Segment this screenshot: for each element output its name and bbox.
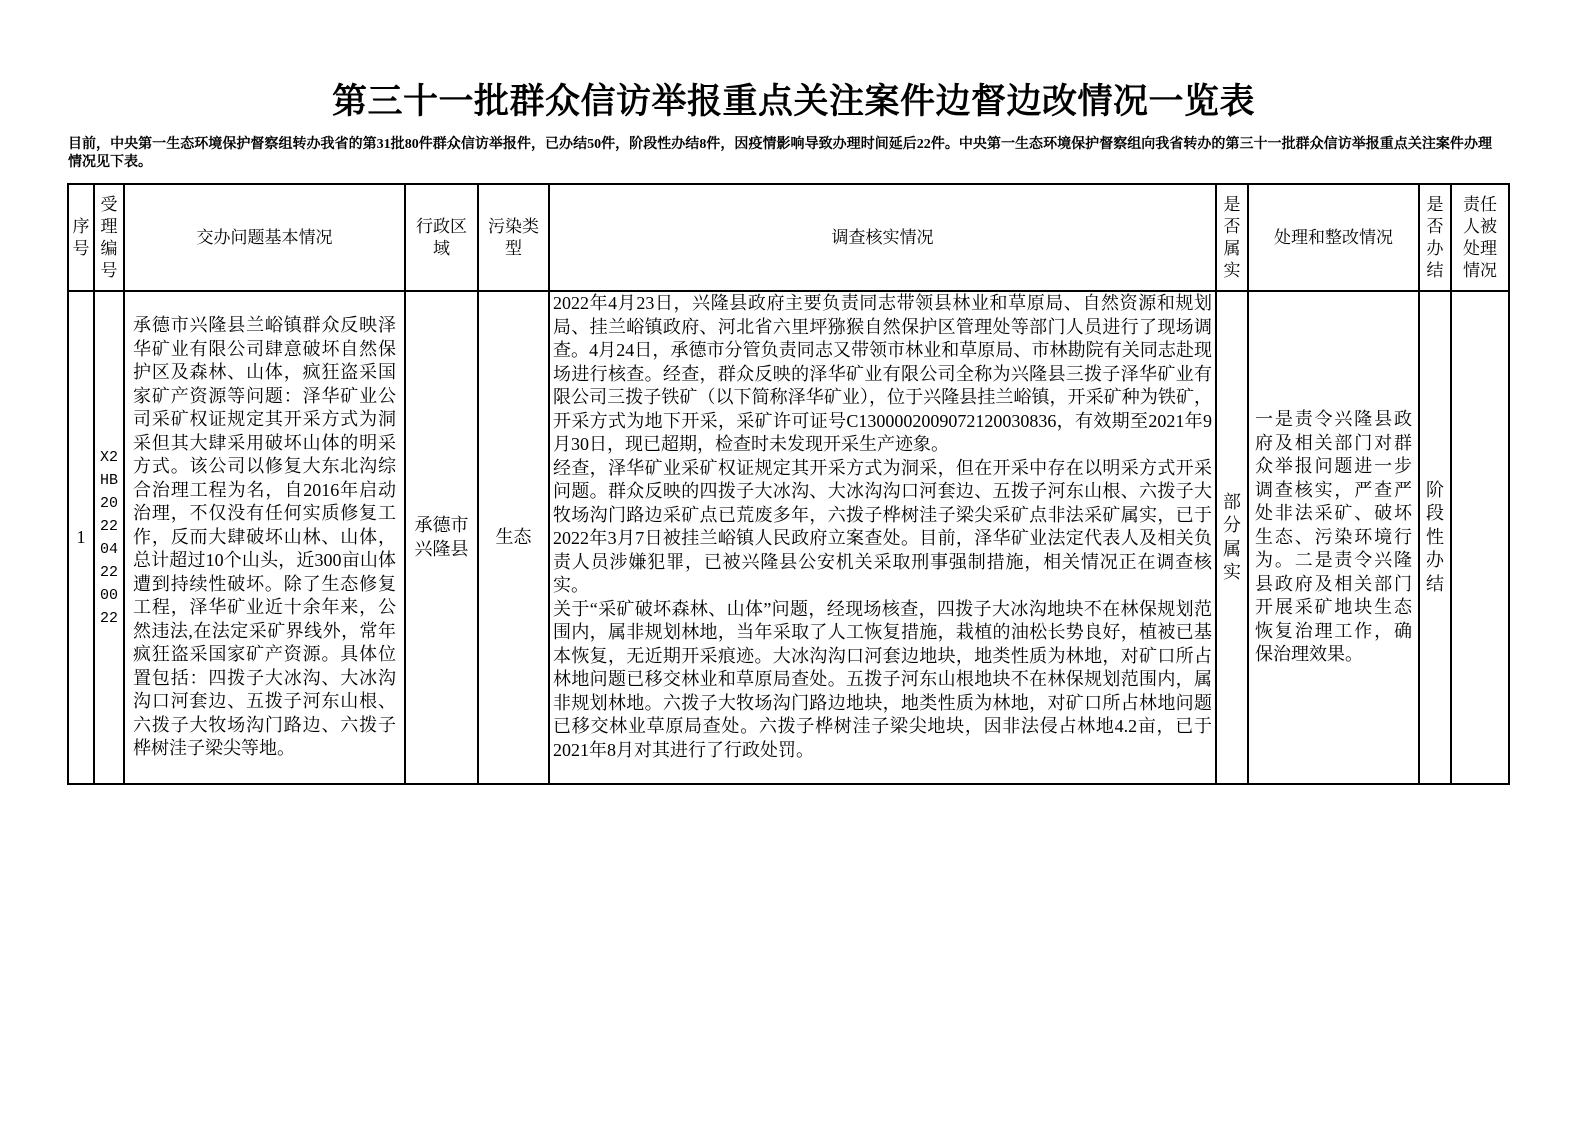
cell-handling: 一是责令兴隆县政府及相关部门对群众举报问题进一步调查核实，严查严处非法采矿、破坏生态、污染环境行为。二是责令兴隆县政府及相关部门开展采矿地块生态恢复治理工作，确保治理效果。 [1248,291,1419,784]
header-problem: 交办问题基本情况 [124,184,405,291]
cell-case-no: X2HB202204220022 [94,291,124,784]
investigation-paragraph-1: 2022年4月23日，兴隆县政府主要负责同志带领县林业和草原局、自然资源和规划局、挂兰峪镇政府、河北省六里坪猕猴自然保护区管理处等部门人员进行了现场调查。4月24日，承德市分管负责同志又带领市林业和草原局、市林勘院有关同志赴现场进行核查。经查，群众反映的泽华矿业有限公司全称为兴隆县三拨子泽华矿业有限公司三拨子铁矿（以下简称泽华矿业），位于兴隆县挂兰峪镇，开采矿种为铁矿，开采方式为地下开采，采矿许可证号C1300002009072120030836，有效期至2021年9月30日，现已超期，检查时未发现开采生产迹象。 [553,293,1212,454]
header-index: 序号 [68,184,94,291]
header-verified: 是否属实 [1216,184,1248,291]
cell-region: 承德市兴隆县 [405,291,478,784]
header-region: 行政区域 [405,184,478,291]
header-completed: 是否办结 [1419,184,1451,291]
page-title: 第三十一批群众信访举报重点关注案件边督边改情况一览表 [331,82,1255,121]
cell-index: 1 [68,291,94,784]
header-handling: 处理和整改情况 [1248,184,1419,291]
table-row [68,291,1509,784]
intro-paragraph: 目前，中央第一生态环境保护督察组转办我省的第31批80件群众信访举报件，已办结50件，阶段性办结8件，因疫情影响导致办理时间延后22件。中央第一生态环境保护督察组向我省转办的第三十一批群众信访举报重点关注案件办理情况见下表。 [68,137,1492,170]
investigation-paragraph-2: 经查，泽华矿业采矿权证规定其开采方式为洞采，但在开采中存在以明采方式开采问题。群众反映的四拨子大冰沟、大冰沟沟口河套边、五拨子河东山根、六拨子大牧场沟门路边采矿点已荒废多年，六拨子桦树洼子梁尖采矿点非法采矿属实，已于2022年3月7日被挂兰峪镇人民政府立案查处。目前，泽华矿业法定代表人及相关负责人员涉嫌犯罪，已被兴隆县公安机关采取刑事强制措施，相关情况正在调查核实。 [553,457,1212,595]
header-accountability: 责任人被处理情况 [1451,184,1509,291]
table-header-row [68,184,1509,291]
cases-table [67,183,1510,785]
header-case-no: 受理编号 [94,184,124,291]
header-investigation: 调查核实情况 [549,184,1216,291]
investigation-paragraph-3: 关于“采矿破坏森林、山体”问题，经现场核查，四拨子大冰沟地块不在林保规划范围内，属非规划林地，当年采取了人工恢复措施，栽植的油松长势良好，植被已基本恢复，无近期开采痕迹。大冰沟沟口河套边地块，地类性质为林地，对矿口所占林地问题已移交林业和草原局查处。五拨子河东山根地块不在林保规划范围内，属非规划林地。六拨子大牧场沟门路边地块，地类性质为林地，对矿口所占林地问题已移交林业草原局查处。六拨子桦树洼子梁尖地块，因非法侵占林地4.2亩，已于2021年8月对其进行了行政处罚。 [553,598,1212,760]
cell-completed: 阶段性办结 [1419,291,1451,784]
header-pollution-type: 污染类型 [478,184,549,291]
cell-investigation [549,291,1216,784]
cell-verified: 部分属实 [1216,291,1248,784]
cell-pollution-type: 生态 [478,291,549,784]
cell-accountability [1451,291,1509,784]
cell-problem: 承德市兴隆县兰峪镇群众反映泽华矿业有限公司肆意破坏自然保护区及森林、山体，疯狂盗采国家矿产资源等问题：泽华矿业公司采矿权证规定其开采方式为洞采但其大肆采用破坏山体的明采方式。该公司以修复大东北沟综合治理工程为名，自2016年启动治理，不仅没有任何实质修复工作，反而大肆破坏山林、山体，总计超过10个山头，近300亩山体遭到持续性破坏。除了生态修复工程，泽华矿业近十余年来，公然违法,在法定采矿界线外，常年疯狂盗采国家矿产资源。具体位置包括：四拨子大冰沟、大冰沟沟口河套边、五拨子河东山根、六拨子大牧场沟门路边、六拨子桦树洼子梁尖等地。 [124,291,405,784]
